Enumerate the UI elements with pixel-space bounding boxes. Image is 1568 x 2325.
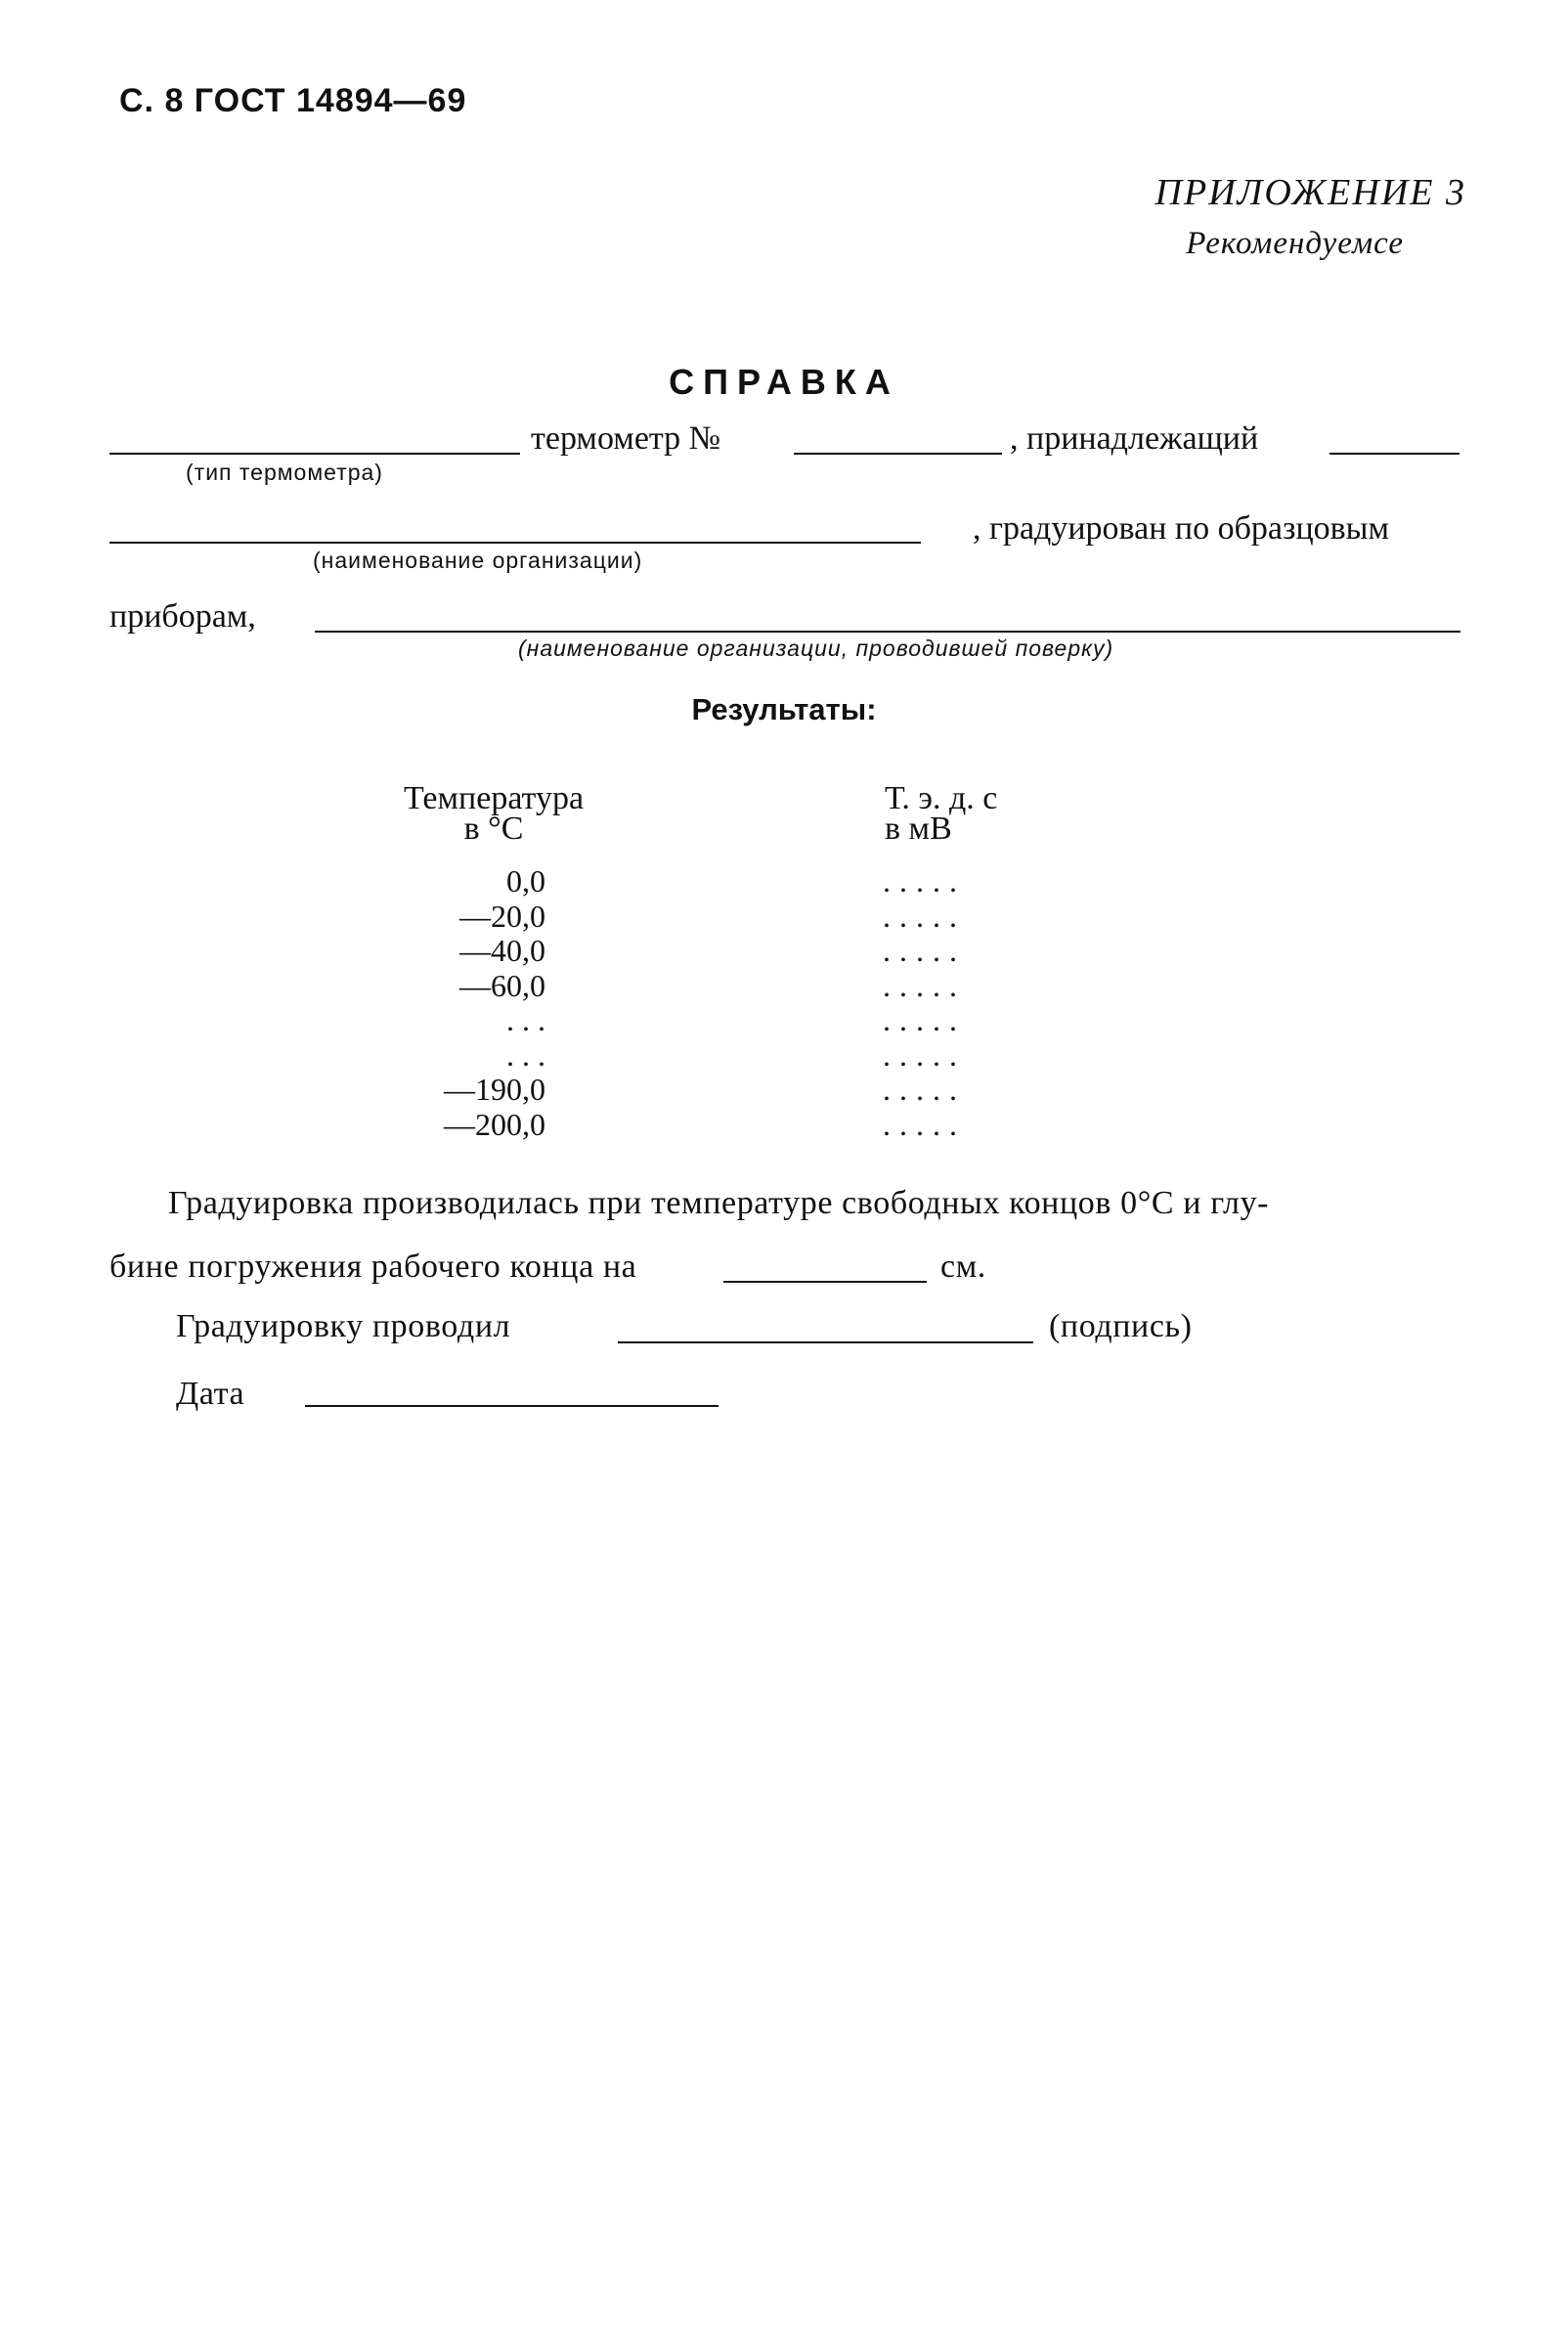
page-header: С. 8 ГОСТ 14894—69 xyxy=(119,82,467,119)
thermometer-number-label: термометр № xyxy=(531,420,721,457)
emf-value-field[interactable]: ..... xyxy=(883,1072,966,1107)
belonging-field[interactable] xyxy=(1329,453,1459,455)
temperature-column-header xyxy=(371,780,616,848)
emf-value-field[interactable]: ..... xyxy=(883,898,966,934)
signature-caption: (подпись) xyxy=(1049,1308,1193,1344)
temperature-value: —190,0 xyxy=(444,1072,545,1107)
temperature-value: . . . xyxy=(506,1036,545,1073)
temperature-value: —60,0 xyxy=(459,967,545,1003)
appendix-status: Рекомендуемсе xyxy=(1186,226,1404,261)
emf-value-field[interactable]: ..... xyxy=(883,933,966,968)
units-label: см. xyxy=(940,1249,986,1285)
results-heading: Результаты: xyxy=(691,692,877,726)
graduation-note-line1: Градуировка производилась при температуре свободных концов 0°С и глу- xyxy=(168,1185,1270,1221)
verifier-organization-field[interactable] xyxy=(315,631,1460,633)
immersion-depth-field[interactable] xyxy=(723,1281,927,1283)
temperature-value: 0,0 xyxy=(506,863,545,899)
thermometer-number-field[interactable] xyxy=(794,453,1002,455)
performed-by-label: Градуировку проводил xyxy=(176,1308,511,1344)
graduation-note-line2: бине погружения рабочего конца на xyxy=(109,1249,637,1285)
temperature-header-line1: Температура xyxy=(403,780,585,816)
appendix-label: ПРИЛОЖЕНИЕ 3 xyxy=(1154,172,1466,213)
date-field[interactable] xyxy=(305,1405,719,1407)
emf-value-field[interactable]: ..... xyxy=(883,1036,966,1073)
document-title: СПРАВКА xyxy=(669,362,899,402)
emf-value-field[interactable]: ..... xyxy=(883,967,966,1003)
emf-value-field[interactable]: ..... xyxy=(883,1002,966,1037)
emf-column-header xyxy=(885,780,997,848)
graduated-by-label: , градуирован по образцовым xyxy=(973,510,1390,547)
thermometer-type-caption: (тип термометра) xyxy=(186,460,383,485)
temperature-value: . . . xyxy=(506,1002,545,1037)
verifier-caption: (наименование организации, проводившей поверку) xyxy=(518,636,1114,661)
emf-value-field[interactable]: ..... xyxy=(883,1106,966,1142)
emf-header-line1: Т. э. д. с xyxy=(885,780,998,816)
belonging-label: , принадлежащий xyxy=(1010,420,1259,457)
temperature-header-line2: в °С xyxy=(463,811,524,847)
date-label: Дата xyxy=(176,1376,245,1412)
emf-value-field[interactable]: ..... xyxy=(883,863,966,899)
temperature-value: —200,0 xyxy=(444,1106,545,1142)
emf-values xyxy=(883,864,966,1142)
emf-header-line2: в мВ xyxy=(885,811,952,847)
signature-field[interactable] xyxy=(618,1341,1033,1343)
temperature-value: —20,0 xyxy=(459,898,545,934)
organization-caption: (наименование организации) xyxy=(313,548,643,573)
instruments-label: приборам, xyxy=(109,598,256,635)
temperature-value: —40,0 xyxy=(459,933,545,968)
thermometer-type-field[interactable] xyxy=(109,453,520,455)
organization-field[interactable] xyxy=(109,542,921,544)
temperature-values xyxy=(391,864,545,1142)
